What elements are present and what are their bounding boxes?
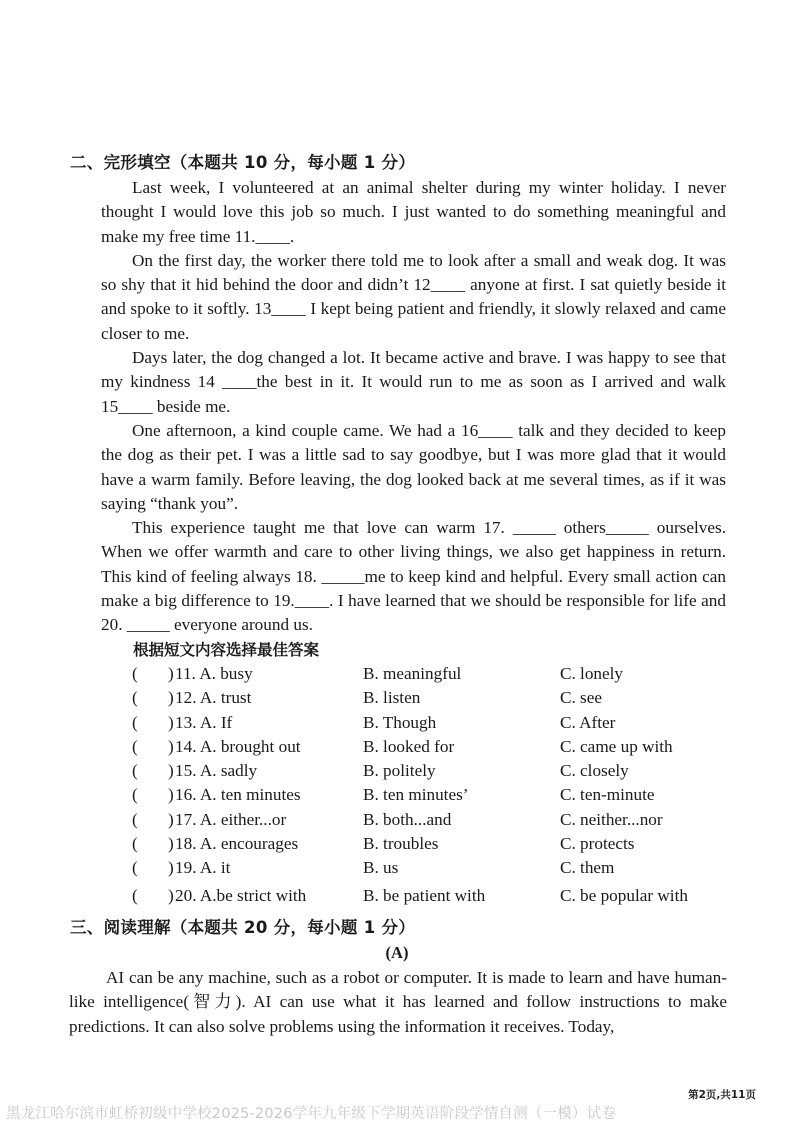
- question-row: [0, 735, 794, 759]
- question-row: [0, 884, 794, 908]
- option-a: 17. A. either...or: [175, 809, 287, 829]
- answer-paren-close: ): [168, 809, 174, 829]
- passage-paragraph: AI can be any machine, such as a robot or computer. It is made to learn and have human-like intelligence(智力). AI can use what it has learned and follow instructions to make predictions. It can also solve problems using the information it receives. Today,: [69, 968, 727, 1036]
- question-row: [0, 759, 794, 783]
- answer-paren-close: ): [168, 834, 174, 854]
- question-row: [0, 711, 794, 735]
- option-a: 11. A. busy: [175, 664, 253, 683]
- answer-paren-open: (: [132, 785, 138, 805]
- option-a: 19. A. it: [175, 858, 231, 878]
- question-row: [0, 783, 794, 807]
- option-c: C. be popular with: [560, 885, 688, 905]
- option-b: B. both...and: [363, 809, 452, 829]
- answer-paren-close: ): [168, 761, 174, 781]
- option-c: C. came up with: [560, 736, 673, 756]
- question-row: [0, 662, 794, 686]
- option-a: 14. A. brought out: [175, 736, 301, 756]
- cloze-options-list: [0, 662, 794, 908]
- option-b: B. be patient with: [363, 885, 486, 905]
- answer-paren-open: (: [132, 885, 138, 905]
- page-number: 第2页,共11页: [688, 1089, 756, 1101]
- option-b: B. looked for: [363, 736, 455, 756]
- passage-a-heading: (A): [385, 943, 409, 962]
- answer-paren-open: (: [132, 736, 138, 756]
- question-row: [0, 686, 794, 710]
- answer-paren-open: (: [132, 712, 138, 732]
- option-c: C. lonely: [560, 664, 624, 683]
- answer-paren-close: ): [168, 688, 174, 708]
- option-c: C. After: [560, 712, 616, 732]
- answer-paren-close: ): [168, 736, 174, 756]
- option-b: B. ten minutes’: [363, 785, 469, 805]
- answer-paren-open: (: [132, 858, 138, 878]
- passage-paragraph: One afternoon, a kind couple came. We had a 16____ talk and they decided to keep the dog as their pet. I was a little sad to say goodbye, but I was more glad that it would have a warm family. Before leaving, the dog looked back at me several times, as if it was saying “thank you”.: [101, 420, 726, 513]
- passage-paragraph: This experience taught me that love can warm 17. _____ others_____ ourselves. When we offer warmth and care to other living things, we also get happiness in return. This kind of feeling always 18. _____me to keep kind and helpful. Every small action can make a big difference to 19.____. I have learned that we should be responsible for life and 20. _____ everyone around us.: [101, 518, 726, 635]
- answer-paren-close: ): [168, 885, 174, 905]
- option-c: C. closely: [560, 761, 629, 781]
- answer-paren-open: (: [132, 834, 138, 854]
- option-a: 20. A.be strict with: [175, 885, 307, 905]
- option-c: C. neither...nor: [560, 809, 663, 829]
- reading-section-title: 三、阅读理解（本题共 20 分，每小题 1 分）: [70, 918, 416, 937]
- answer-paren-open: (: [132, 688, 138, 708]
- question-row: [0, 832, 794, 856]
- passage-paragraph: On the first day, the worker there told me to look after a small and weak dog. It was so shy that it hid behind the door and didn’t 12____ anyone at first. I sat quietly beside it and spoke to it softly. 13____ I kept being patient and friendly, it slowly relaxed and came closer to me.: [101, 250, 726, 343]
- option-c: C. protects: [560, 834, 635, 854]
- answer-paren-close: ): [168, 858, 174, 878]
- option-a: 13. A. If: [175, 712, 233, 732]
- answer-paren-open: (: [132, 664, 138, 683]
- option-c: C. them: [560, 858, 615, 878]
- cloze-passage: [101, 176, 726, 638]
- reading-passage-a: [69, 966, 727, 1039]
- exam-watermark: 黑龙江哈尔滨市虹桥初级中学校2025-2026学年九年级下学期英语阶段学情自测（一模）试卷: [6, 1106, 617, 1122]
- answer-paren-close: ): [168, 712, 174, 732]
- option-a: 12. A. trust: [175, 688, 252, 708]
- option-b: B. listen: [363, 688, 421, 708]
- option-c: C. ten-minute: [560, 785, 655, 805]
- passage-paragraph: Days later, the dog changed a lot. It became active and brave. I was happy to see that my kindness 14 ____the best in it. It would run to me as soon as I arrived and walk 15____ beside me.: [101, 348, 726, 416]
- option-a: 16. A. ten minutes: [175, 785, 301, 805]
- option-a: 18. A. encourages: [175, 834, 299, 854]
- option-b: B. Though: [363, 712, 437, 732]
- answer-paren-close: ): [168, 664, 174, 683]
- option-b: B. meaningful: [363, 664, 462, 683]
- answer-paren-close: ): [168, 785, 174, 805]
- question-row: [0, 808, 794, 832]
- answer-paren-open: (: [132, 809, 138, 829]
- option-b: B. politely: [363, 761, 436, 781]
- cloze-instruction: 根据短文内容选择最佳答案: [133, 641, 320, 659]
- option-c: C. see: [560, 688, 603, 708]
- answer-paren-open: (: [132, 761, 138, 781]
- option-b: B. us: [363, 858, 399, 878]
- option-b: B. troubles: [363, 834, 439, 854]
- cloze-section-title: 二、完形填空（本题共 10 分，每小题 1 分）: [70, 153, 416, 172]
- question-row: [0, 856, 794, 880]
- passage-paragraph: Last week, I volunteered at an animal shelter during my winter holiday. I never thought I would love this job so much. I just wanted to do something meaningful and make my free time 11.____.: [101, 178, 726, 246]
- option-a: 15. A. sadly: [175, 761, 258, 781]
